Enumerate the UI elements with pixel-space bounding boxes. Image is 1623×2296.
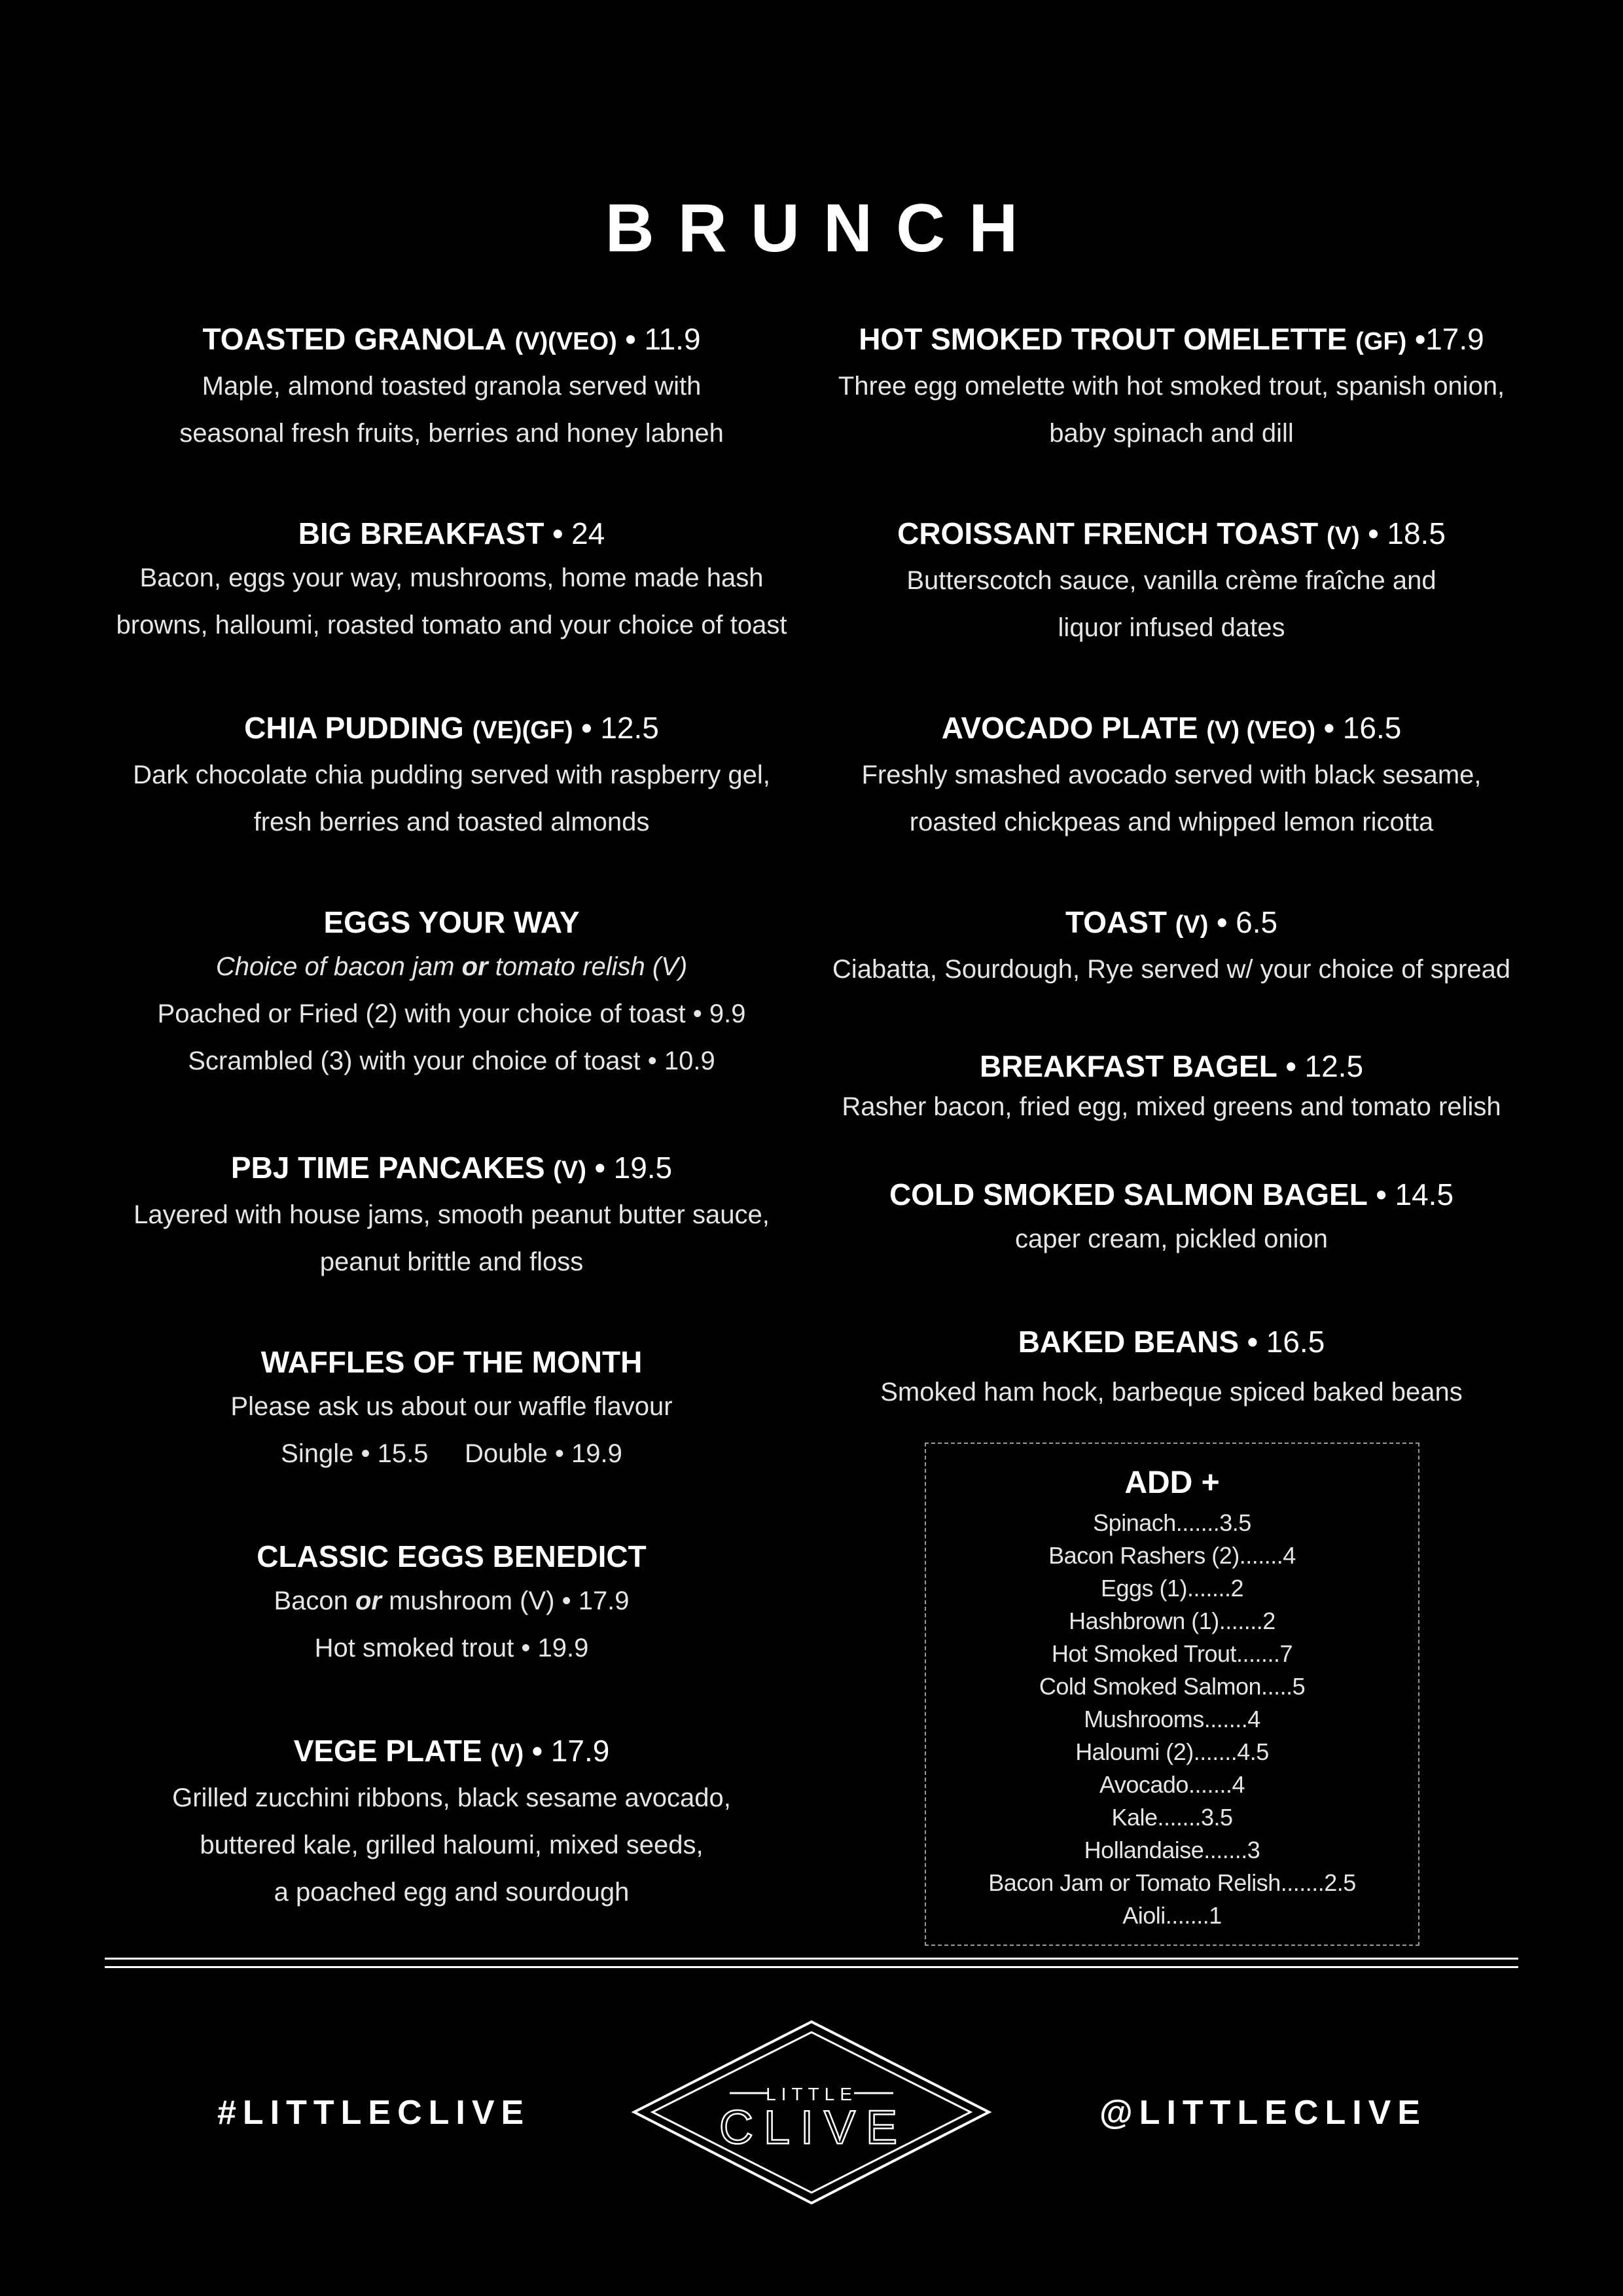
add-on-item: Avocado.......4: [1099, 1771, 1245, 1798]
separator-dot: •: [1285, 1049, 1296, 1083]
menu-item-waffles-of-the-month: [79, 1341, 825, 1477]
social-handle-text: @LITTLECLIVE: [1099, 2094, 1427, 2132]
add-ons-box: [925, 1443, 1419, 1946]
separator-dot: •: [1247, 1325, 1258, 1359]
item-description: peanut brittle and floss: [319, 1247, 584, 1276]
item-heading: [812, 901, 1531, 946]
add-on-item: Aioli.......1: [1122, 1902, 1222, 1929]
item-heading: [79, 707, 825, 751]
item-price: 17.9: [1425, 322, 1484, 356]
separator-dot: •: [581, 711, 592, 745]
menu-item-chia-pudding: [79, 707, 825, 846]
menu-item-cold-smoked-salmon-bagel: [812, 1174, 1531, 1263]
menu-item-toast: [812, 901, 1531, 993]
item-description: Freshly smashed avocado served with black sesame,: [861, 761, 1482, 789]
add-on-item: Kale.......3.5: [1111, 1804, 1233, 1831]
item-price: 16.5: [1266, 1325, 1325, 1359]
separator-dot: •: [531, 1734, 543, 1768]
add-on-item: Mushrooms.......4: [1084, 1706, 1260, 1732]
note-or: or: [461, 952, 488, 981]
add-on-item: Eggs (1).......2: [1100, 1575, 1244, 1602]
item-description: Dark chocolate chia pudding served with raspberry gel,: [133, 761, 770, 789]
item-name: AVOCADO PLATE: [941, 711, 1198, 745]
menu-item-avocado-plate: [812, 707, 1531, 846]
separator-dot: •: [1217, 905, 1228, 939]
item-name: CHIA PUDDING: [244, 711, 464, 745]
item-description: buttered kale, grilled haloumi, mixed seeds,: [200, 1831, 704, 1859]
item-tags: (V) (VEO): [1206, 717, 1316, 744]
item-description: Bacon, eggs your way, mushrooms, home made hash: [139, 564, 764, 592]
add-on-item: Haloumi (2).......4.5: [1075, 1738, 1269, 1765]
item-heading: [812, 707, 1531, 751]
menu-item-classic-eggs-benedict: [79, 1535, 825, 1672]
item-heading: [812, 318, 1531, 363]
menu-item-eggs-your-way: [79, 901, 825, 1085]
menu-item-toasted-granola: [79, 318, 825, 457]
item-description: liquor infused dates: [1058, 613, 1285, 642]
item-price: 12.5: [1304, 1049, 1364, 1083]
separator-dot: •: [594, 1151, 605, 1185]
menu-title: BRUNCH: [605, 190, 1042, 266]
add-ons-title: ADD +: [1124, 1465, 1220, 1500]
item-price: 6.5: [1236, 905, 1278, 939]
item-description: Grilled zucchini ribbons, black sesame avocado,: [172, 1784, 731, 1812]
item-price: 24: [571, 516, 605, 550]
separator-dot: •: [552, 516, 563, 550]
item-description: Maple, almond toasted granola served with: [202, 372, 702, 401]
divider-line: [105, 1958, 1518, 1960]
item-description: fresh berries and toasted almonds: [253, 808, 650, 836]
separator-dot: •: [625, 322, 636, 356]
item-heading: [79, 512, 825, 554]
item-description: caper cream, pickled onion: [1014, 1225, 1329, 1253]
separator-dot: •: [1376, 1177, 1387, 1211]
hashtag-text: #LITTLECLIVE: [217, 2094, 531, 2132]
logo-small-text: LITTLE: [766, 2084, 857, 2104]
item-note: [79, 943, 825, 990]
item-name: WAFFLES OF THE MONTH: [260, 1345, 643, 1379]
item-heading: [79, 1147, 825, 1191]
item-description: [79, 1577, 825, 1624]
item-name: TOASTED GRANOLA: [202, 322, 507, 356]
item-heading: [812, 1174, 1531, 1215]
item-name: VEGE PLATE: [293, 1734, 482, 1768]
add-on-item: Cold Smoked Salmon.....5: [1039, 1673, 1306, 1700]
item-description: Butterscotch sauce, vanilla crème fraîche and: [906, 566, 1436, 595]
description-text: Bacon: [274, 1587, 355, 1615]
divider-line: [105, 1966, 1518, 1968]
note-text: tomato relish (V): [488, 952, 688, 981]
item-heading: [812, 512, 1531, 557]
item-heading: [79, 1730, 825, 1774]
item-price: 17.9: [550, 1734, 610, 1768]
item-price: 19.5: [613, 1151, 673, 1185]
add-on-item: Bacon Rashers (2).......4: [1048, 1542, 1296, 1569]
item-description: Please ask us about our waffle flavour: [230, 1392, 673, 1421]
add-on-item: Hashbrown (1).......2: [1069, 1607, 1275, 1634]
item-name: HOT SMOKED TROUT OMELETTE: [859, 322, 1347, 356]
item-heading: [79, 318, 825, 363]
description-or: or: [355, 1587, 382, 1615]
separator-dot: •: [1368, 516, 1379, 550]
menu-item-hot-smoked-trout-omelette: [812, 318, 1531, 457]
note-text: Choice of bacon jam: [215, 952, 462, 981]
menu-item-big-breakfast: [79, 512, 825, 649]
item-heading: [812, 1321, 1531, 1363]
item-tags: (V)(VEO): [514, 328, 617, 355]
item-heading: [79, 901, 825, 943]
item-name: BAKED BEANS: [1018, 1325, 1240, 1359]
item-tags: (GF): [1355, 328, 1407, 355]
item-price: 18.5: [1387, 516, 1446, 550]
menu-item-croissant-french-toast: [812, 512, 1531, 651]
item-tags: (V): [1175, 911, 1209, 939]
item-description: seasonal fresh fruits, berries and honey labneh: [179, 419, 724, 448]
menu-item-breakfast-bagel: [812, 1045, 1531, 1126]
item-tags: (V): [553, 1157, 586, 1184]
item-name: BREAKFAST BAGEL: [979, 1049, 1277, 1083]
item-name: EGGS YOUR WAY: [323, 905, 580, 939]
menu-item-pbj-time-pancakes: [79, 1147, 825, 1285]
item-description: browns, halloumi, roasted tomato and your choice of toast: [116, 611, 787, 639]
item-description: Layered with house jams, smooth peanut butter sauce,: [134, 1200, 770, 1229]
item-name: CLASSIC EGGS BENEDICT: [257, 1539, 647, 1573]
separator-dot: •: [1415, 322, 1426, 356]
item-description: Single • 15.5 Double • 19.9: [281, 1439, 622, 1468]
item-description: Hot smoked trout • 19.9: [314, 1634, 589, 1662]
item-description: Three egg omelette with hot smoked trout, spanish onion,: [838, 372, 1505, 401]
menu-item-vege-plate: [79, 1730, 825, 1916]
item-description: Ciabatta, Sourdough, Rye served w/ your choice of spread: [832, 955, 1511, 984]
item-description: roasted chickpeas and whipped lemon ricotta: [909, 808, 1434, 836]
item-tags: (VE)(GF): [472, 717, 573, 744]
item-heading: [79, 1341, 825, 1383]
item-heading: [812, 1045, 1531, 1087]
item-tags: (V): [490, 1740, 524, 1767]
item-description: Rasher bacon, fried egg, mixed greens and tomato relish: [842, 1092, 1501, 1121]
item-price: 14.5: [1395, 1177, 1454, 1211]
add-on-item: Bacon Jam or Tomato Relish.......2.5: [988, 1869, 1356, 1896]
menu-item-baked-beans: [812, 1321, 1531, 1422]
add-on-item: Hot Smoked Trout.......7: [1051, 1640, 1293, 1667]
add-on-item: Hollandaise.......3: [1084, 1837, 1260, 1863]
item-description: a poached egg and sourdough: [274, 1878, 630, 1907]
separator-dot: •: [1323, 711, 1334, 745]
logo-big-text: CLIVE: [719, 2102, 908, 2154]
add-ons-list: [926, 1507, 1418, 1932]
item-description: Scrambled (3) with your choice of toast • 10.9: [188, 1047, 715, 1075]
item-price: 12.5: [600, 711, 659, 745]
item-description: Smoked ham hock, barbeque spiced baked beans: [880, 1378, 1463, 1407]
item-name: CROISSANT FRENCH TOAST: [897, 516, 1319, 550]
little-clive-logo: [632, 2019, 991, 2206]
item-name: TOAST: [1065, 905, 1167, 939]
item-heading: [79, 1535, 825, 1577]
item-name: COLD SMOKED SALMON BAGEL: [889, 1177, 1368, 1211]
description-text: mushroom (V) • 17.9: [381, 1587, 630, 1615]
item-description: baby spinach and dill: [1049, 419, 1294, 448]
item-name: BIG BREAKFAST: [298, 516, 544, 550]
item-tags: (V): [1327, 522, 1360, 550]
item-description: Poached or Fried (2) with your choice of toast • 9.9: [157, 999, 746, 1028]
add-on-item: Spinach.......3.5: [1093, 1509, 1251, 1536]
item-price: 11.9: [644, 322, 701, 356]
item-price: 16.5: [1342, 711, 1402, 745]
item-name: PBJ TIME PANCAKES: [230, 1151, 545, 1185]
